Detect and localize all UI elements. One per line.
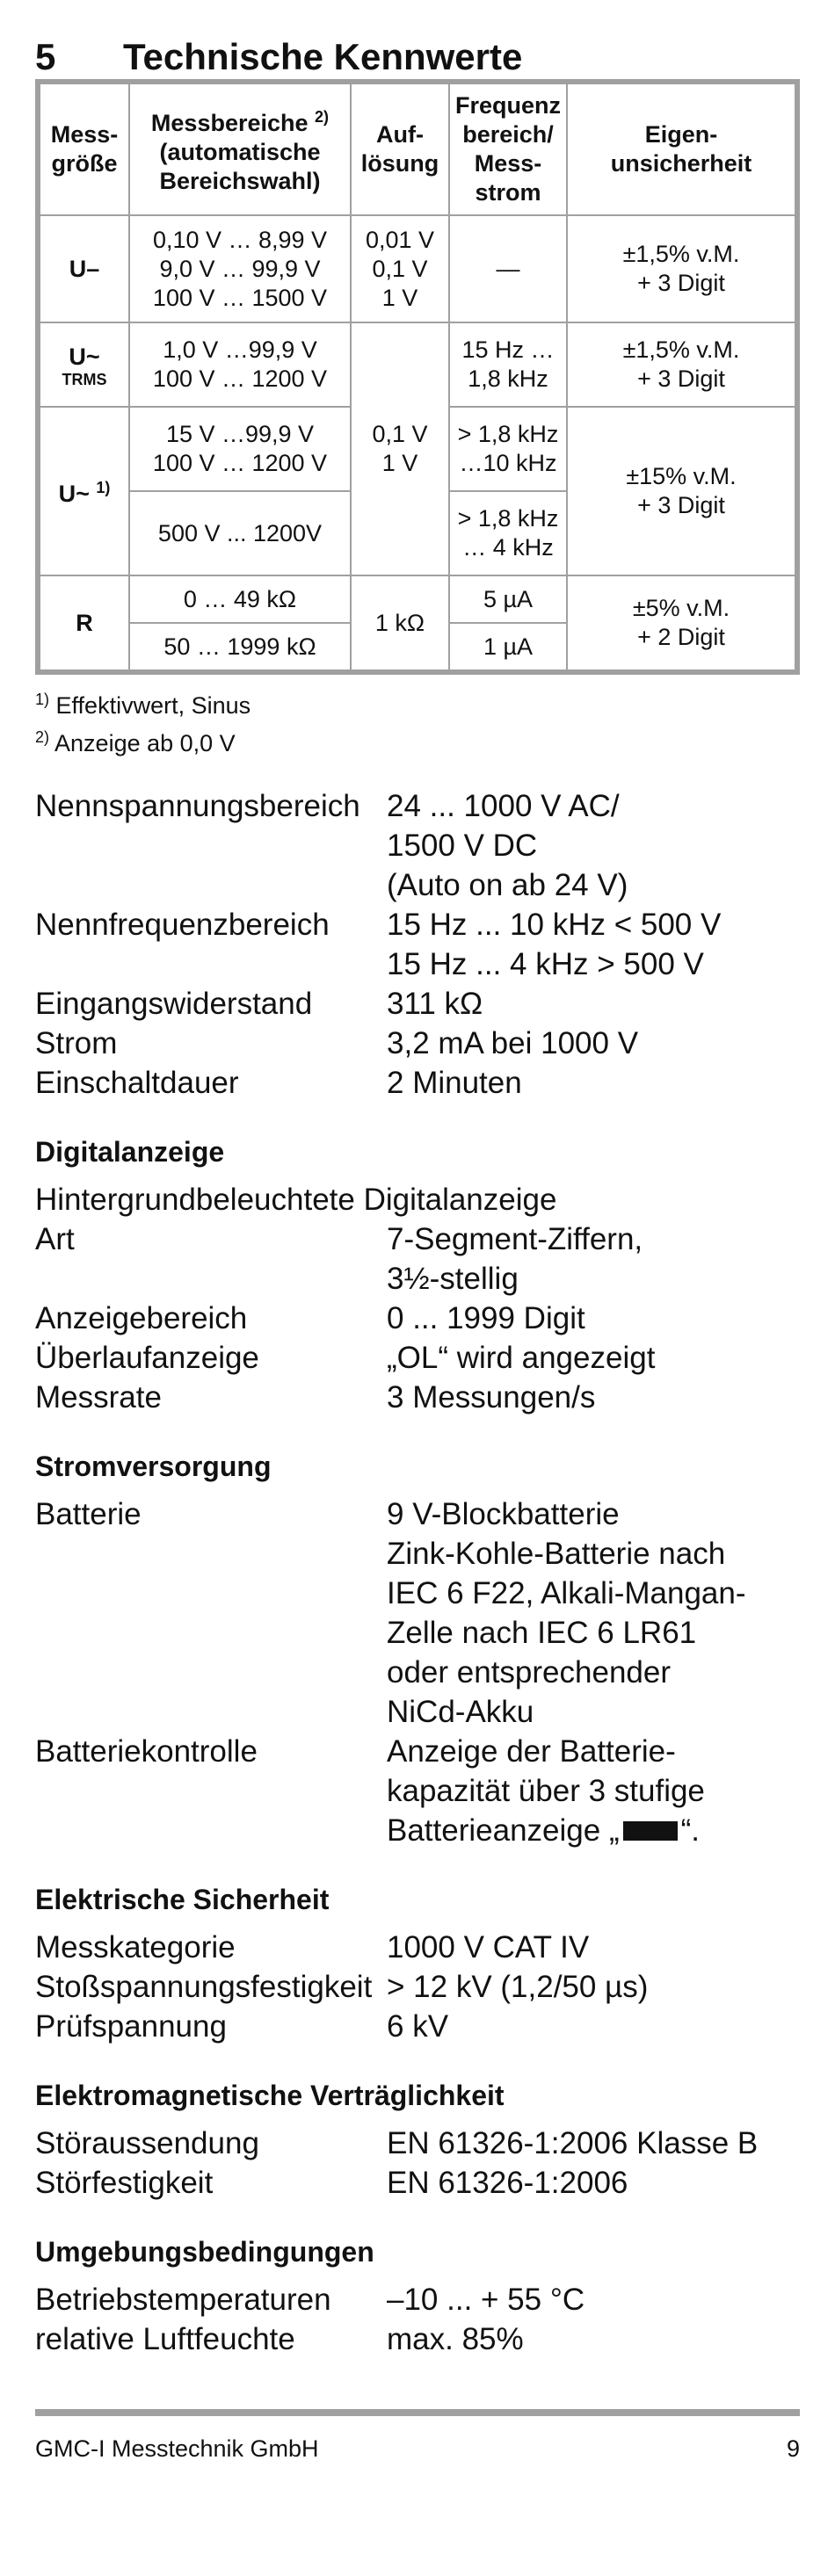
section-heading-environment: Umgebungsbedingungen (35, 2236, 374, 2268)
spec-row: Störaussendung EN 61326-1:2006 Klasse B (35, 2126, 759, 2160)
spec-row: Nennspannungsbereich 24 ... 1000 V AC/ 1500 V DC (Auto on ab 24 V) (35, 789, 628, 902)
spec-row: Strom 3,2 mA bei 1000 V (35, 1026, 639, 1060)
chapter-title: Technische Kennwerte (123, 36, 523, 77)
uncertainty-uac: ±15% v.M. + 3 Digit (567, 407, 797, 575)
resolution-res: 1 kΩ (351, 575, 449, 672)
header-quantity: Mess- größe (38, 82, 129, 215)
frequency-utrms: 15 Hz … 1,8 kHz (449, 322, 567, 407)
spec-table (35, 79, 800, 675)
chapter-number: 5 (35, 36, 56, 77)
section-heading-power: Stromversorgung (35, 1451, 272, 1482)
spec-row: Überlaufanzeige „OL“ wird angezeigt (35, 1341, 656, 1375)
spec-row: Messrate 3 Messungen/s (35, 1380, 596, 1415)
spec-row: Batterie 9 V-Blockbatterie Zink-Kohle-Batterie nach IEC 6 F22, Alkali-Mangan- Zelle nach IEC 6 LR61 oder entsprechender NiCd-Akku (35, 1497, 746, 1729)
display-intro: Hintergrundbeleuchtete Digitalanzeige (35, 1183, 557, 1217)
resolution-udc: 0,01 V 0,1 V 1 V (351, 215, 449, 322)
spec-row: Eingangswiderstand 311 kΩ (35, 987, 483, 1021)
range-res-a: 0 … 49 kΩ (129, 575, 351, 623)
spec-row: Batteriekontrolle Anzeige der Batterie- kapazität über 3 stufige Batterieanzeige „ “. (35, 1732, 809, 1850)
current-res-b: 1 µA (449, 623, 567, 672)
battery-icon (623, 1821, 678, 1841)
ranges-utrms: 1,0 V …99,9 V 100 V … 1200 V (129, 322, 351, 407)
uncertainty-utrms: ±1,5% v.M. + 3 Digit (567, 322, 797, 407)
spec-list (35, 786, 809, 2359)
resolution-shared: 0,1 V 1 V (351, 322, 449, 575)
footer-divider (35, 2409, 800, 2416)
spec-row: Nennfrequenzbereich 15 Hz ... 10 kHz < 500 V 15 Hz ... 4 kHz > 500 V (35, 908, 722, 981)
table-row-res-a (38, 575, 797, 623)
chapter-heading (35, 37, 522, 77)
spec-row: relative Luftfeuchte max. 85% (35, 2322, 524, 2356)
ranges-uac-b: 500 V ... 1200V (129, 491, 351, 575)
table-row-utrms (38, 322, 797, 407)
spec-row: Stoßspannungsfestigkeit > 12 kV (1,2/50 µs) (35, 1970, 649, 2004)
frequency-uac-b: > 1,8 kHz … 4 kHz (449, 491, 567, 575)
frequency-uac-a: > 1,8 kHz …10 kHz (449, 407, 567, 491)
footnotes (35, 684, 250, 759)
header-uncertainty: Eigen- unsicherheit (567, 82, 797, 215)
section-heading-emc: Elektromagnetische Verträglichkeit (35, 2080, 505, 2111)
uncertainty-res: ±5% v.M. + 2 Digit (567, 575, 797, 672)
footnote-2: $^{2)}$ Anzeige ab 0,0 V (35, 728, 236, 756)
battery-line: Batterieanzeige „ “. (387, 1813, 700, 1848)
page-number: 9 (786, 2435, 800, 2462)
footer-company: GMC-I Messtechnik GmbH (35, 2435, 319, 2462)
current-res-a: 5 µA (449, 575, 567, 623)
header-ranges: Messbereiche $^{2)}$ (automatische Bereichswahl) (129, 82, 351, 215)
footnote-1: $^{1)}$ Effektivwert, Sinus (35, 691, 251, 719)
spec-row: Störfestigkeit EN 61326-1:2006 (35, 2166, 628, 2200)
ranges-udc: 0,10 V … 8,99 V 9,0 V … 99,9 V 100 V … 1500 V (129, 215, 351, 322)
ranges-uac-a: 15 V …99,9 V 100 V … 1200 V (129, 407, 351, 491)
spec-row: Messkategorie 1000 V CAT IV (35, 1930, 590, 1965)
range-res-b: 50 … 1999 kΩ (129, 623, 351, 672)
quantity-utrms: U~ TRMS (38, 322, 129, 407)
table-row-udc (38, 215, 797, 322)
section-heading-safety: Elektrische Sicherheit (35, 1884, 330, 1915)
spec-row: Einschaltdauer 2 Minuten (35, 1066, 522, 1100)
spec-row: Prüfspannung 6 kV (35, 2009, 449, 2044)
quantity-res: R (38, 575, 129, 672)
frequency-udc: — (449, 215, 567, 322)
spec-row: Anzeigebereich 0 ... 1999 Digit (35, 1301, 585, 1335)
section-heading-display: Digitalanzeige (35, 1136, 225, 1168)
general-section (35, 786, 809, 1103)
header-resolution: Auf- lösung (351, 82, 449, 215)
spec-row: Art 7-Segment-Ziffern, 3½-stellig (35, 1222, 643, 1296)
quantity-uac: U~ $^{1)}$ (38, 407, 129, 575)
quantity-udc: U– (38, 215, 129, 322)
table-header-row (38, 82, 797, 215)
spec-row: Betriebstemperaturen –10 ... + 55 °C (35, 2283, 585, 2317)
uncertainty-udc: ±1,5% v.M. + 3 Digit (567, 215, 797, 322)
header-frequency: Frequenz bereich/ Mess- strom (449, 82, 567, 215)
